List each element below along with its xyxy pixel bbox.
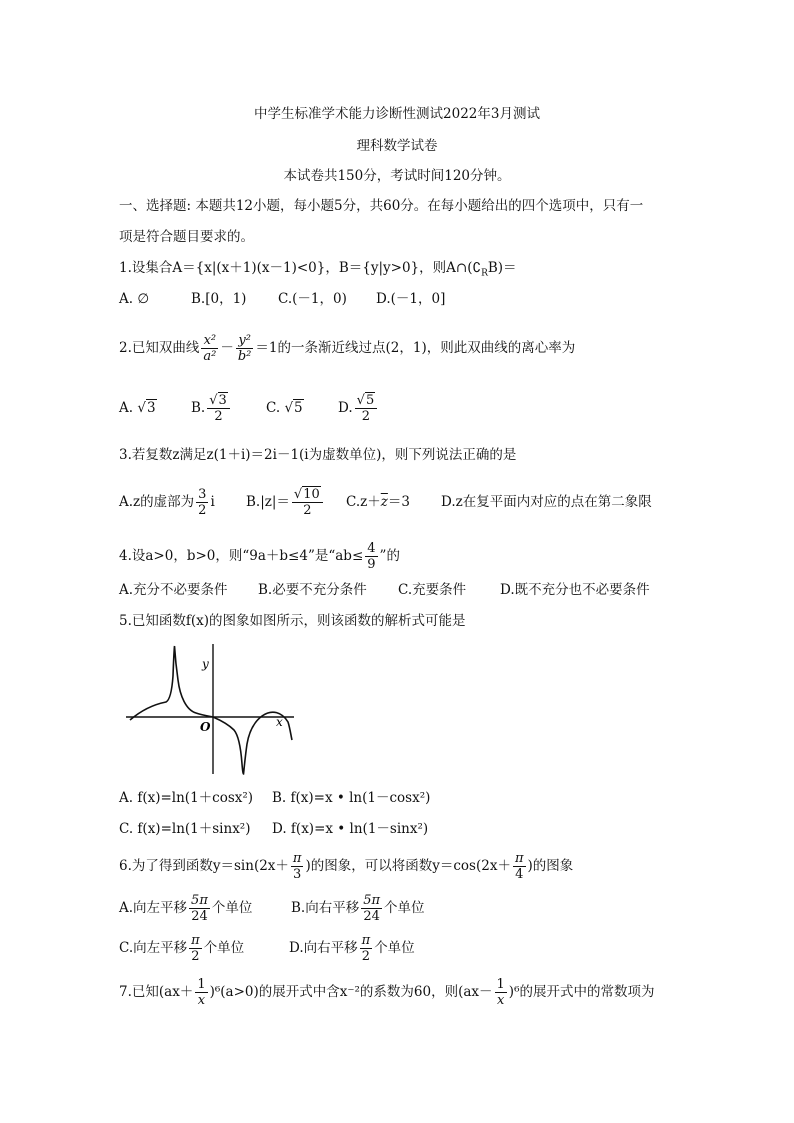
q2-option-b-fraction: $\frac{√3}{2}$ xyxy=(207,393,230,424)
q3-option-c-pre: C.z＋ xyxy=(346,494,381,510)
q6-stem xyxy=(119,848,573,884)
q3-option-b xyxy=(246,484,325,520)
q2-option-a-sqrt: √3 xyxy=(137,400,156,416)
q6-option-b xyxy=(291,890,425,926)
q6-option-d xyxy=(289,930,415,966)
q6-option-d-num: π xyxy=(361,933,371,948)
q2-option-d-fraction: $\frac{√5}{2}$ xyxy=(355,393,378,424)
q6-option-c-num: π xyxy=(191,933,200,948)
q1-option-b: B.[0，1) xyxy=(191,291,247,307)
q2-option-d-radicand: 5 xyxy=(365,393,375,408)
q4-fraction xyxy=(365,541,377,572)
q2-option-a-label: A. xyxy=(119,400,134,416)
q6-fraction-2 xyxy=(513,851,526,882)
q2-option-d-label: D. xyxy=(338,400,353,416)
q4-num: 4 xyxy=(367,541,376,556)
q6-option-c-fraction xyxy=(189,933,202,964)
q6-option-a-num: 5π xyxy=(191,893,208,908)
q6-option-c-pre: C.向左平移 xyxy=(119,940,188,956)
q4-option-c: C.充要条件 xyxy=(398,582,467,598)
q7-f2-num: 1 xyxy=(496,977,505,992)
q2-option-d-den: 2 xyxy=(361,409,371,424)
q6-option-a-den: 24 xyxy=(191,909,208,924)
q1-subscript: R xyxy=(481,268,488,279)
q6-f2-den: 4 xyxy=(515,867,524,882)
q6-option-a-fraction xyxy=(189,893,210,924)
q7-f2-den: x xyxy=(496,993,505,1008)
q5-option-a: A. f(x)=ln(1＋cosx²) xyxy=(119,790,254,806)
q6-option-c-post: 个单位 xyxy=(203,940,245,956)
q7-stem xyxy=(119,974,654,1010)
exam-subject: 理科数学试卷 xyxy=(356,138,438,154)
q7-f1-num: 1 xyxy=(197,977,206,992)
q6-f1-num: π xyxy=(292,851,302,866)
q3-option-c xyxy=(346,484,410,520)
q4-option-b: B.必要不充分条件 xyxy=(258,582,367,598)
q3-option-c-post: ＝3 xyxy=(387,494,410,510)
q5-option-b: B. f(x)=x • ln(1－cosx²) xyxy=(272,790,431,806)
q1-option-c: C.(－1，0) xyxy=(278,291,347,307)
q6-f2-num: π xyxy=(514,851,524,866)
exam-info: 本试卷共150分，考试时间120分钟。 xyxy=(283,168,511,184)
q3-option-d: D.z在复平面内对应的点在第二象限 xyxy=(441,494,652,510)
q4-stem-post: ”的 xyxy=(379,548,400,564)
q2-suffix: ＝1的一条渐近线过点(2，1)，则此双曲线的离心率为 xyxy=(255,340,576,356)
q3-option-a-num: 3 xyxy=(198,487,207,502)
q2-fraction-x: $\frac{\text{x²}}{\text{a²}}$ xyxy=(203,333,217,364)
q1-option-d: D.(－1，0] xyxy=(376,291,446,307)
q6-option-b-fraction xyxy=(361,893,382,924)
q2-option-b-radicand: 3 xyxy=(218,393,227,408)
q7-stem-mid: )⁶(a>0)的展开式中含x⁻²的系数为60，则(ax－ xyxy=(209,984,493,1000)
q2-option-b-label: B. xyxy=(191,400,206,416)
q3-option-a xyxy=(119,484,215,520)
q5-stem: 5.已知函数f(x)的图象如图所示，则该函数的解析式可能是 xyxy=(119,613,466,629)
q5-function-graph xyxy=(126,640,298,776)
q6-option-a-post: 个单位 xyxy=(211,900,253,916)
q7-stem-pre: 7.已知(ax＋ xyxy=(119,984,194,1000)
section-heading-line2: 项是符合题目要求的。 xyxy=(119,229,254,245)
q7-fraction-1 xyxy=(195,977,207,1008)
q7-stem-post: )⁶的展开式中的常数项为 xyxy=(508,984,655,1000)
q6-fraction-1 xyxy=(291,851,304,882)
q6-stem-pre: 6.为了得到函数y＝sin(2x＋ xyxy=(119,858,289,874)
q1-option-a: A. ∅ xyxy=(119,291,150,307)
q4-den: 9 xyxy=(367,557,376,572)
q6-option-d-post: 个单位 xyxy=(374,940,415,956)
q1-stem-text: 1.设集合A＝{x|(x＋1)(x－1)<0}，B＝{y|y>0}，则A∩(∁ xyxy=(119,260,482,276)
q5-option-c: C. f(x)=ln(1＋sinx²) xyxy=(119,821,251,837)
q1-stem xyxy=(119,258,517,284)
q3-option-c-conjugate: $\overline{z}$ xyxy=(380,494,388,510)
q2-prefix: 2.已知双曲线 xyxy=(119,340,200,356)
q3-option-a-fraction xyxy=(196,487,208,518)
q3-option-b-radicand: 10 xyxy=(303,487,320,502)
q6-stem-post: )的图象 xyxy=(527,858,574,874)
q2-option-c-radicand: 5 xyxy=(294,400,303,416)
q6-f1-den: 3 xyxy=(293,867,302,882)
q3-option-b-fraction: $\frac{√10}{2}$ xyxy=(292,487,323,518)
q3-option-b-pre: B.|z|＝ xyxy=(246,494,290,510)
q6-option-a xyxy=(119,890,252,926)
q6-option-d-pre: D.向右平移 xyxy=(289,940,358,956)
q6-option-d-den: 2 xyxy=(361,949,371,964)
q6-option-a-pre: A.向左平移 xyxy=(119,900,188,916)
q2-option-c xyxy=(266,390,304,426)
q3-stem: 3.若复数z满足z(1＋i)＝2i－1(i为虚数单位)，则下列说法正确的是 xyxy=(119,447,517,463)
q2-option-b xyxy=(191,390,232,426)
q5-graph-y-label: y xyxy=(202,657,209,671)
q6-option-b-den: 24 xyxy=(363,909,380,924)
q2-stem: 2.已知双曲线 $\frac{\text{x²}}{\text{a²}}$ － $\frac{\text{y²}}{\text{b²}}$ ＝1的一条渐近线过点(2，1)，则此双曲线的离心率为 xyxy=(119,333,576,364)
q5-option-d: D. f(x)=x • ln(1－sinx²) xyxy=(272,821,429,837)
q5-graph-x-label: x xyxy=(276,715,283,729)
q4-stem-pre: 4.设a>0，b>0，则“9a＋b≤4”是“ab≤ xyxy=(119,548,364,564)
q6-option-c-den: 2 xyxy=(191,949,200,964)
q1-stem-end: B)＝ xyxy=(487,260,517,276)
q5-graph-origin-label: O xyxy=(200,720,211,734)
q2-option-c-label: C. xyxy=(266,400,281,416)
q2-option-c-sqrt: √5 xyxy=(284,400,303,416)
q5-curve-left xyxy=(130,646,213,720)
q4-option-d: D.既不充分也不必要条件 xyxy=(500,582,650,598)
q6-option-c xyxy=(119,930,244,966)
q6-option-b-pre: B.向右平移 xyxy=(291,900,360,916)
q6-stem-mid: )的图象，可以将函数y＝cos(2x＋ xyxy=(305,858,511,874)
q4-option-a: A.充分不必要条件 xyxy=(119,582,228,598)
q6-option-d-fraction xyxy=(360,933,373,964)
q6-option-b-post: 个单位 xyxy=(384,900,425,916)
q2-fraction-y: $\frac{\text{y²}}{\text{b²}}$ xyxy=(237,333,252,364)
q2-option-d xyxy=(338,390,379,426)
q2-option-a-radicand: 3 xyxy=(146,400,156,416)
q7-fraction-2 xyxy=(495,977,507,1008)
q3-option-b-den: 2 xyxy=(303,503,312,518)
exam-title: 中学生标准学术能力诊断性测试2022年3月测试 xyxy=(254,106,540,122)
q3-option-a-den: 2 xyxy=(198,503,207,518)
section-heading-line1: 一、选择题: 本题共12小题，每小题5分，共60分。在每小题给出的四个选项中，只有一 xyxy=(119,198,644,214)
q7-f1-den: x xyxy=(197,993,206,1008)
q3-option-a-post: i xyxy=(210,494,215,510)
q2-option-a xyxy=(119,390,157,426)
q6-option-b-num: 5π xyxy=(363,893,381,908)
q2-option-b-den: 2 xyxy=(214,409,223,424)
q4-stem xyxy=(119,538,400,574)
q3-option-a-pre: A.z的虚部为 xyxy=(119,494,195,510)
